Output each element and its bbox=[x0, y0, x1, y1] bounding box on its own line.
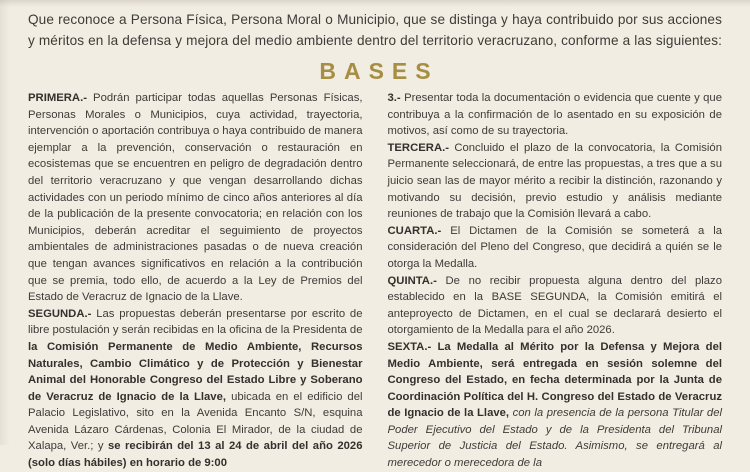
paragraph bbox=[388, 223, 723, 273]
text-segment: QUINTA.- bbox=[387, 274, 446, 287]
bases-heading: BASES bbox=[319, 58, 439, 84]
text-segment: SEGUNDA.- bbox=[28, 307, 97, 320]
two-column-body bbox=[0, 90, 750, 472]
text-segment: De no recibir propuesta alguna dentro del plazo establecido en la BASE SEGUNDA, la Comisión emitirá el anteproyecto de Dictamen, en el cual se declarará desierto el otorgamiento de la Medalla para el año 2026. bbox=[387, 274, 722, 337]
text-segment: Presentar toda la documentación o evidencia que cuente y que contribuya a la confirmación de lo asentado en su exposición de motivos, así como de su trayectoria. bbox=[387, 92, 723, 138]
text-segment: con la presencia de la persona Titular del Poder Ejecutivo del Estado y de la Presidenta del Tribunal Superior de Justicia del Estado. Asimismo, se entregará al merecedor o merecedora de la bbox=[387, 407, 722, 470]
text-segment: ubicada en el edificio del Palacio Legislativo, sito en la Avenida Encanto S/N, esquina Avenida Lázaro Cárdenas, Colonia El Mirador, de la ciudad de Xalapa, Ver.; y bbox=[28, 390, 363, 453]
text-segment: Concluido el plazo de la convocatoria, la Comisión Permanente seleccionará, de entre las propuestas, a tres que a su juicio sean las de mayor mérito a recibir la distinción, razonando y motivando su decisión, previo estudio y análisis mediante reuniones de trabajo que la Comisión llevará a cabo. bbox=[387, 141, 722, 221]
paragraph bbox=[388, 140, 723, 223]
paragraph bbox=[28, 90, 363, 306]
text-segment: El Dictamen de la Comisión se someterá a la consideración del Pleno del Congreso, que decidirá a quién se le otorga la Medalla. bbox=[387, 224, 722, 270]
text-segment: Las propuestas deberán presentarse por escrito de libre postulación y serán recibidas en la oficina de la Presidenta de bbox=[28, 307, 363, 337]
text-segment: se recibirán del 13 al 24 de abril del año 2026 (solo días hábiles) en horario de 9:00 bbox=[28, 440, 363, 470]
paragraph bbox=[388, 339, 723, 472]
text-segment: PRIMERA.- bbox=[28, 92, 94, 104]
paragraph bbox=[388, 90, 723, 140]
paragraph bbox=[388, 273, 723, 339]
text-segment: Podrán participar todas aquellas Personas Físicas, Personas Morales o Municipios, cuya actividad, trayectoria, intervención o aportación contribuya o haya contribuido de manera ejemplar a la prevención, conservación o restauración en ecosistemas que se encuentren en peligro de degradación dentro del territorio veracruzano y que vengan desarrollando dichas actividades con un periodo mínimo de cinco años anteriores al día de la publicación de la presente convocatoria; en relación con los Municipios, deberán acreditar el seguimiento de proyectos ambientales de administraciones pasadas o de nueva creación que tengan avances significativos en relación a la contribución que se premia, todo ello, de acuerdo a la Ley de Premios del Estado de Veracruz de Ignacio de la Llave. bbox=[28, 92, 363, 304]
text-segment: TERCERA.- bbox=[387, 141, 455, 154]
text-segment: 3.- bbox=[387, 92, 405, 104]
text-segment: SEXTA.- La Medalla al Mérito por la Defensa y Mejora del Medio Ambiente, será entregada en sesión solemne del Congreso del Estado, en fecha determinada por la Junta de Coordinación Política del H. Congreso del Estado de Veracruz de Ignacio de la Llave, bbox=[387, 340, 722, 420]
intro-paragraph: Que reconoce a Persona Física, Persona Moral o Municipio, que se distinga y haya contribuido por sus acciones y méritos en la defensa y mejora del medio ambiente dentro del territorio veracruzano, conforme a las siguientes: bbox=[28, 12, 722, 48]
left-column bbox=[28, 90, 363, 472]
text-segment: CUARTA.- bbox=[387, 224, 451, 237]
paragraph bbox=[28, 306, 363, 472]
text-segment: la Comisión Permanente de Medio Ambiente, Recursos Naturales, Cambio Climático y de Protección y Bienestar Animal del Honorable Congreso del Estado Libre y Soberano de Veracruz de Ignacio de la Llave, bbox=[28, 340, 363, 403]
right-column bbox=[388, 90, 723, 472]
